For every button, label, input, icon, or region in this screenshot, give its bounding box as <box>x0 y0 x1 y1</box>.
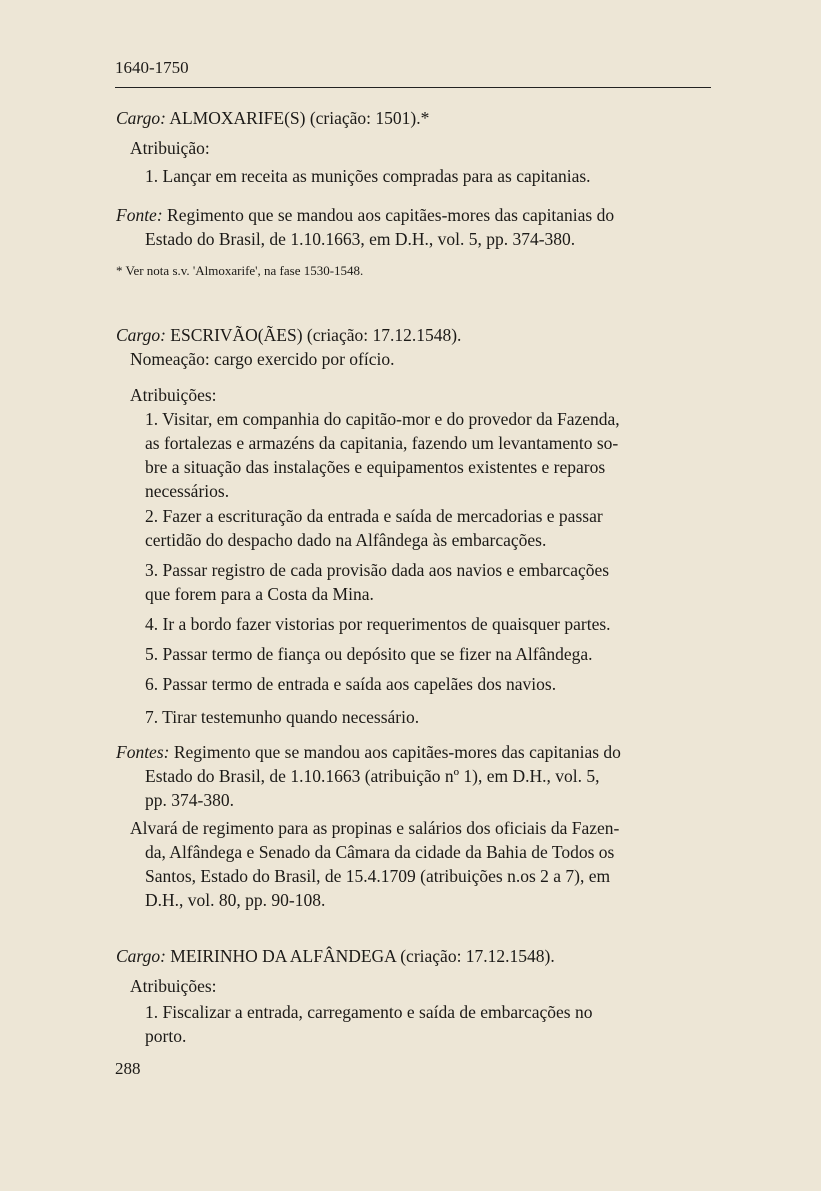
fonte-line-1: Fonte: Regimento que se mandou aos capitães-mores das capitanias do <box>116 205 615 225</box>
cargo-label: Cargo: <box>116 108 166 128</box>
list-item-cont: as fortalezas e armazéns da capitania, fazendo um levantamento so- <box>145 433 619 453</box>
list-item: 1. Visitar, em companhia do capitão-mor e do provedor da Fazenda, <box>145 409 620 429</box>
list-item: 1. Fiscalizar a entrada, carregamento e saída de embarcações no <box>145 1002 593 1022</box>
list-item-cont: bre a situação das instalações e equipamentos existentes e reparos <box>145 457 606 477</box>
cargo-meirinho <box>116 944 712 968</box>
list-item: 5. Passar termo de fiança ou depósito que se fizer na Alfândega. <box>145 644 593 664</box>
attr-heading: Atribuição: <box>130 138 210 158</box>
list-item: 4. Ir a bordo fazer vistorias por requerimentos de quaisquer partes. <box>145 614 611 634</box>
list-item: 3. Passar registro de cada provisão dada aos navios e embarcações <box>145 560 610 580</box>
list-item-cont: certidão do despacho dado na Alfândega às embarcações. <box>145 530 547 550</box>
list-item: 2. Fazer a escrituração da entrada e saída de mercadorias e passar <box>145 506 603 526</box>
header-rule <box>115 87 711 88</box>
page-number: 288 <box>115 1059 141 1078</box>
fontes-line-2: Estado do Brasil, de 1.10.1663 (atribuição nº 1), em D.H., vol. 5, <box>145 766 600 786</box>
list-item-cont: necessários. <box>145 481 230 501</box>
fonte-line-2: Estado do Brasil, de 1.10.1663, em D.H., vol. 5, pp. 374-380. <box>145 229 576 249</box>
list-item: 6. Passar termo de entrada e saída aos capelães dos navios. <box>145 674 557 694</box>
fontes-label: Fontes: <box>116 742 170 762</box>
list-item-cont: que forem para a Costa da Mina. <box>145 584 374 604</box>
cargo-label: Cargo: <box>116 946 166 966</box>
attr-heading: Atribuições: <box>130 976 217 996</box>
fontes-line-1: Fontes: Regimento que se mandou aos capitães-mores das capitanias do <box>116 742 621 762</box>
running-head: 1640-1750 <box>115 58 189 77</box>
attr-heading: Atribuições: <box>130 385 217 405</box>
alvara-line-1: Alvará de regimento para as propinas e salários dos oficiais da Fazen- <box>130 818 620 838</box>
list-item-cont: porto. <box>145 1026 187 1046</box>
list-item: 7. Tirar testemunho quando necessário. <box>145 707 420 727</box>
footnote: * Ver nota s.v. 'Almoxarife', na fase 1530-1548. <box>116 263 364 278</box>
alvara-line-2: da, Alfândega e Senado da Câmara da cidade da Bahia de Todos os <box>145 842 615 862</box>
cargo-title: MEIRINHO DA ALFÂNDEGA (criação: 17.12.1548). <box>170 946 555 966</box>
cargo-title: ESCRIVÃO(ÃES) (criação: 17.12.1548). <box>170 325 462 345</box>
alvara-line-4: D.H., vol. 80, pp. 90-108. <box>145 890 326 910</box>
list-item: 1. Lançar em receita as munições compradas para as capitanias. <box>145 166 591 186</box>
cargo-almoxarife <box>116 106 712 130</box>
cargo-escrivao <box>116 323 712 347</box>
cargo-label: Cargo: <box>116 325 166 345</box>
fonte-label: Fonte: <box>116 205 163 225</box>
cargo-title: ALMOXARIFE(S) (criação: 1501).* <box>169 108 430 128</box>
fontes-line-3: pp. 374-380. <box>145 790 234 810</box>
nomeacao: Nomeação: cargo exercido por ofício. <box>130 349 395 369</box>
alvara-line-3: Santos, Estado do Brasil, de 15.4.1709 (atribuições n.os 2 a 7), em <box>145 866 611 886</box>
